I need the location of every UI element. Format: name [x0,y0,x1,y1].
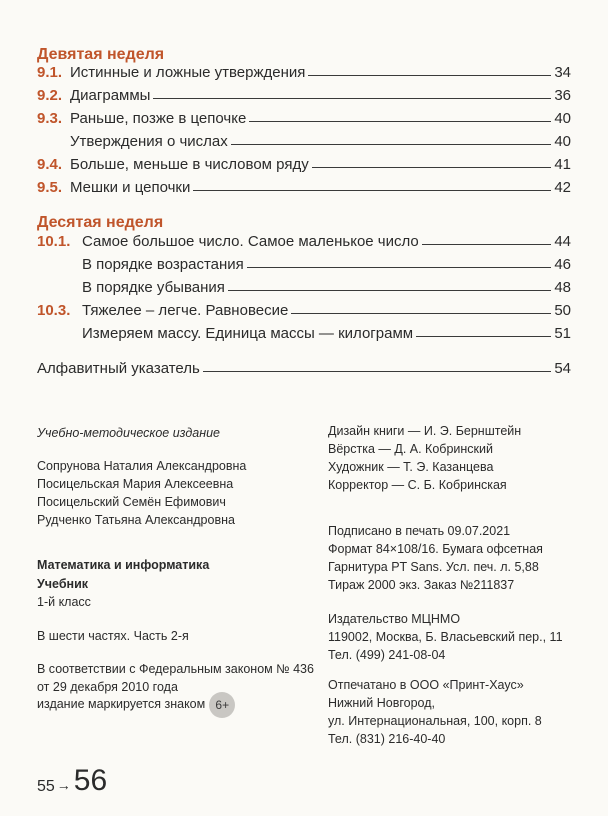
toc-page: 48 [554,279,571,296]
author: Сопрунова Наталия Александровна [37,459,247,473]
printer-line: Нижний Новгород, [328,696,435,710]
toc-title: В порядке убывания [82,279,225,296]
toc-leader [308,75,551,76]
toc-row [37,87,571,109]
toc-number: 9.2. [37,87,63,104]
toc-row-index [37,360,571,382]
toc-title: В порядке возрастания [82,256,244,273]
book-kind: Учебник [37,577,89,591]
author: Посицельская Мария Алексеевна [37,477,234,491]
age-rating-badge: 6+ [209,692,235,718]
toc-title: Измеряем массу. Единица массы — килограмм [82,325,414,342]
toc-page: 54 [554,360,571,377]
book-title: Математика и информатика [37,558,210,572]
toc-title: Самое большое число. Самое маленькое число [82,233,419,250]
author: Посицельский Семён Ефимович [37,495,226,509]
toc-page: 41 [554,156,571,173]
toc-number: 9.4. [37,156,63,173]
toc-leader [416,336,551,337]
toc-leader [249,121,551,122]
publisher-line: 119002, Москва, Б. Власьевский пер., 11 [328,630,563,644]
toc-leader [203,371,551,372]
toc-leader [422,244,552,245]
page-number-current: 56 [73,764,108,797]
toc-page: 51 [554,325,571,342]
edition-type: Учебно-методическое издание [37,426,220,440]
toc-page: 34 [554,64,571,81]
section-title-week10: Десятая неделя [37,214,164,231]
print-info: Подписано в печать 09.07.2021 [328,524,511,538]
toc-row [37,156,571,178]
grade: 1-й класс [37,595,91,609]
credit: Вёрстка — Д. А. Кобринский [328,442,493,456]
toc-number: 9.3. [37,110,63,127]
credit: Художник — Т. Э. Казанцева [328,460,494,474]
toc-row [37,110,571,132]
parts-info: В шести частях. Часть 2-я [37,629,189,643]
toc-leader [312,167,552,168]
toc-title: Утверждения о числах [70,133,228,150]
law-line: В соответствии с Федеральным законом № 436 [37,662,314,676]
toc-number: 9.1. [37,64,63,81]
section-title-week9: Девятая неделя [37,46,165,63]
print-info: Тираж 2000 экз. Заказ №211837 [328,578,515,592]
print-info: Формат 84×108/16. Бумага офсетная [328,542,543,556]
toc-leader [247,267,552,268]
law-line: от 29 декабря 2010 года [37,680,178,694]
law-line-with-mark [37,691,235,718]
toc-title: Больше, меньше в числовом ряду [70,156,309,173]
credit: Дизайн книги — И. Э. Бернштейн [328,424,522,438]
toc-row [37,133,571,155]
toc-leader [193,190,551,191]
printer-line: Тел. (831) 216-40-40 [328,732,446,746]
toc-page: 36 [554,87,571,104]
toc-title: Тяжелее – легче. Равновесие [82,302,289,319]
toc-title: Мешки и цепочки [70,179,191,196]
publisher-line: Тел. (499) 241-08-04 [328,648,446,662]
law-line: издание маркируется знаком [37,697,206,711]
credit: Корректор — С. Б. Кобринская [328,478,507,492]
author: Рудченко Татьяна Александровна [37,513,235,527]
toc-leader [231,144,552,145]
toc-leader [228,290,551,291]
page-number [37,766,107,796]
toc-title: Алфавитный указатель [37,360,200,377]
toc-number: 9.5. [37,179,63,196]
toc-title: Истинные и ложные утверждения [70,64,306,81]
toc-row [37,325,571,347]
toc-number: 10.1. [37,233,71,250]
toc-title: Раньше, позже в цепочке [70,110,247,127]
toc-row [37,256,571,278]
toc-leader [291,313,551,314]
toc-row [37,179,571,201]
arrow-right-icon: → [56,777,71,793]
toc-title: Диаграммы [70,87,151,104]
toc-leader [153,98,551,99]
toc-page: 46 [554,256,571,273]
publisher-line: Издательство МЦНМО [328,612,461,626]
toc-row [37,233,571,255]
toc-row [37,302,571,324]
toc-number: 10.3. [37,302,71,319]
toc-row [37,64,571,86]
toc-page: 40 [554,133,571,150]
toc-row [37,279,571,301]
toc-page: 42 [554,179,571,196]
toc-page: 40 [554,110,571,127]
printer-line: ул. Интернациональная, 100, корп. 8 [328,714,542,728]
toc-page: 50 [554,302,571,319]
printer-line: Отпечатано в ООО «Принт-Хаус» [328,678,524,692]
page-number-prev: 55 [37,778,55,795]
print-info: Гарнитура PT Sans. Усл. печ. л. 5,88 [328,560,539,574]
toc-page: 44 [554,233,571,250]
